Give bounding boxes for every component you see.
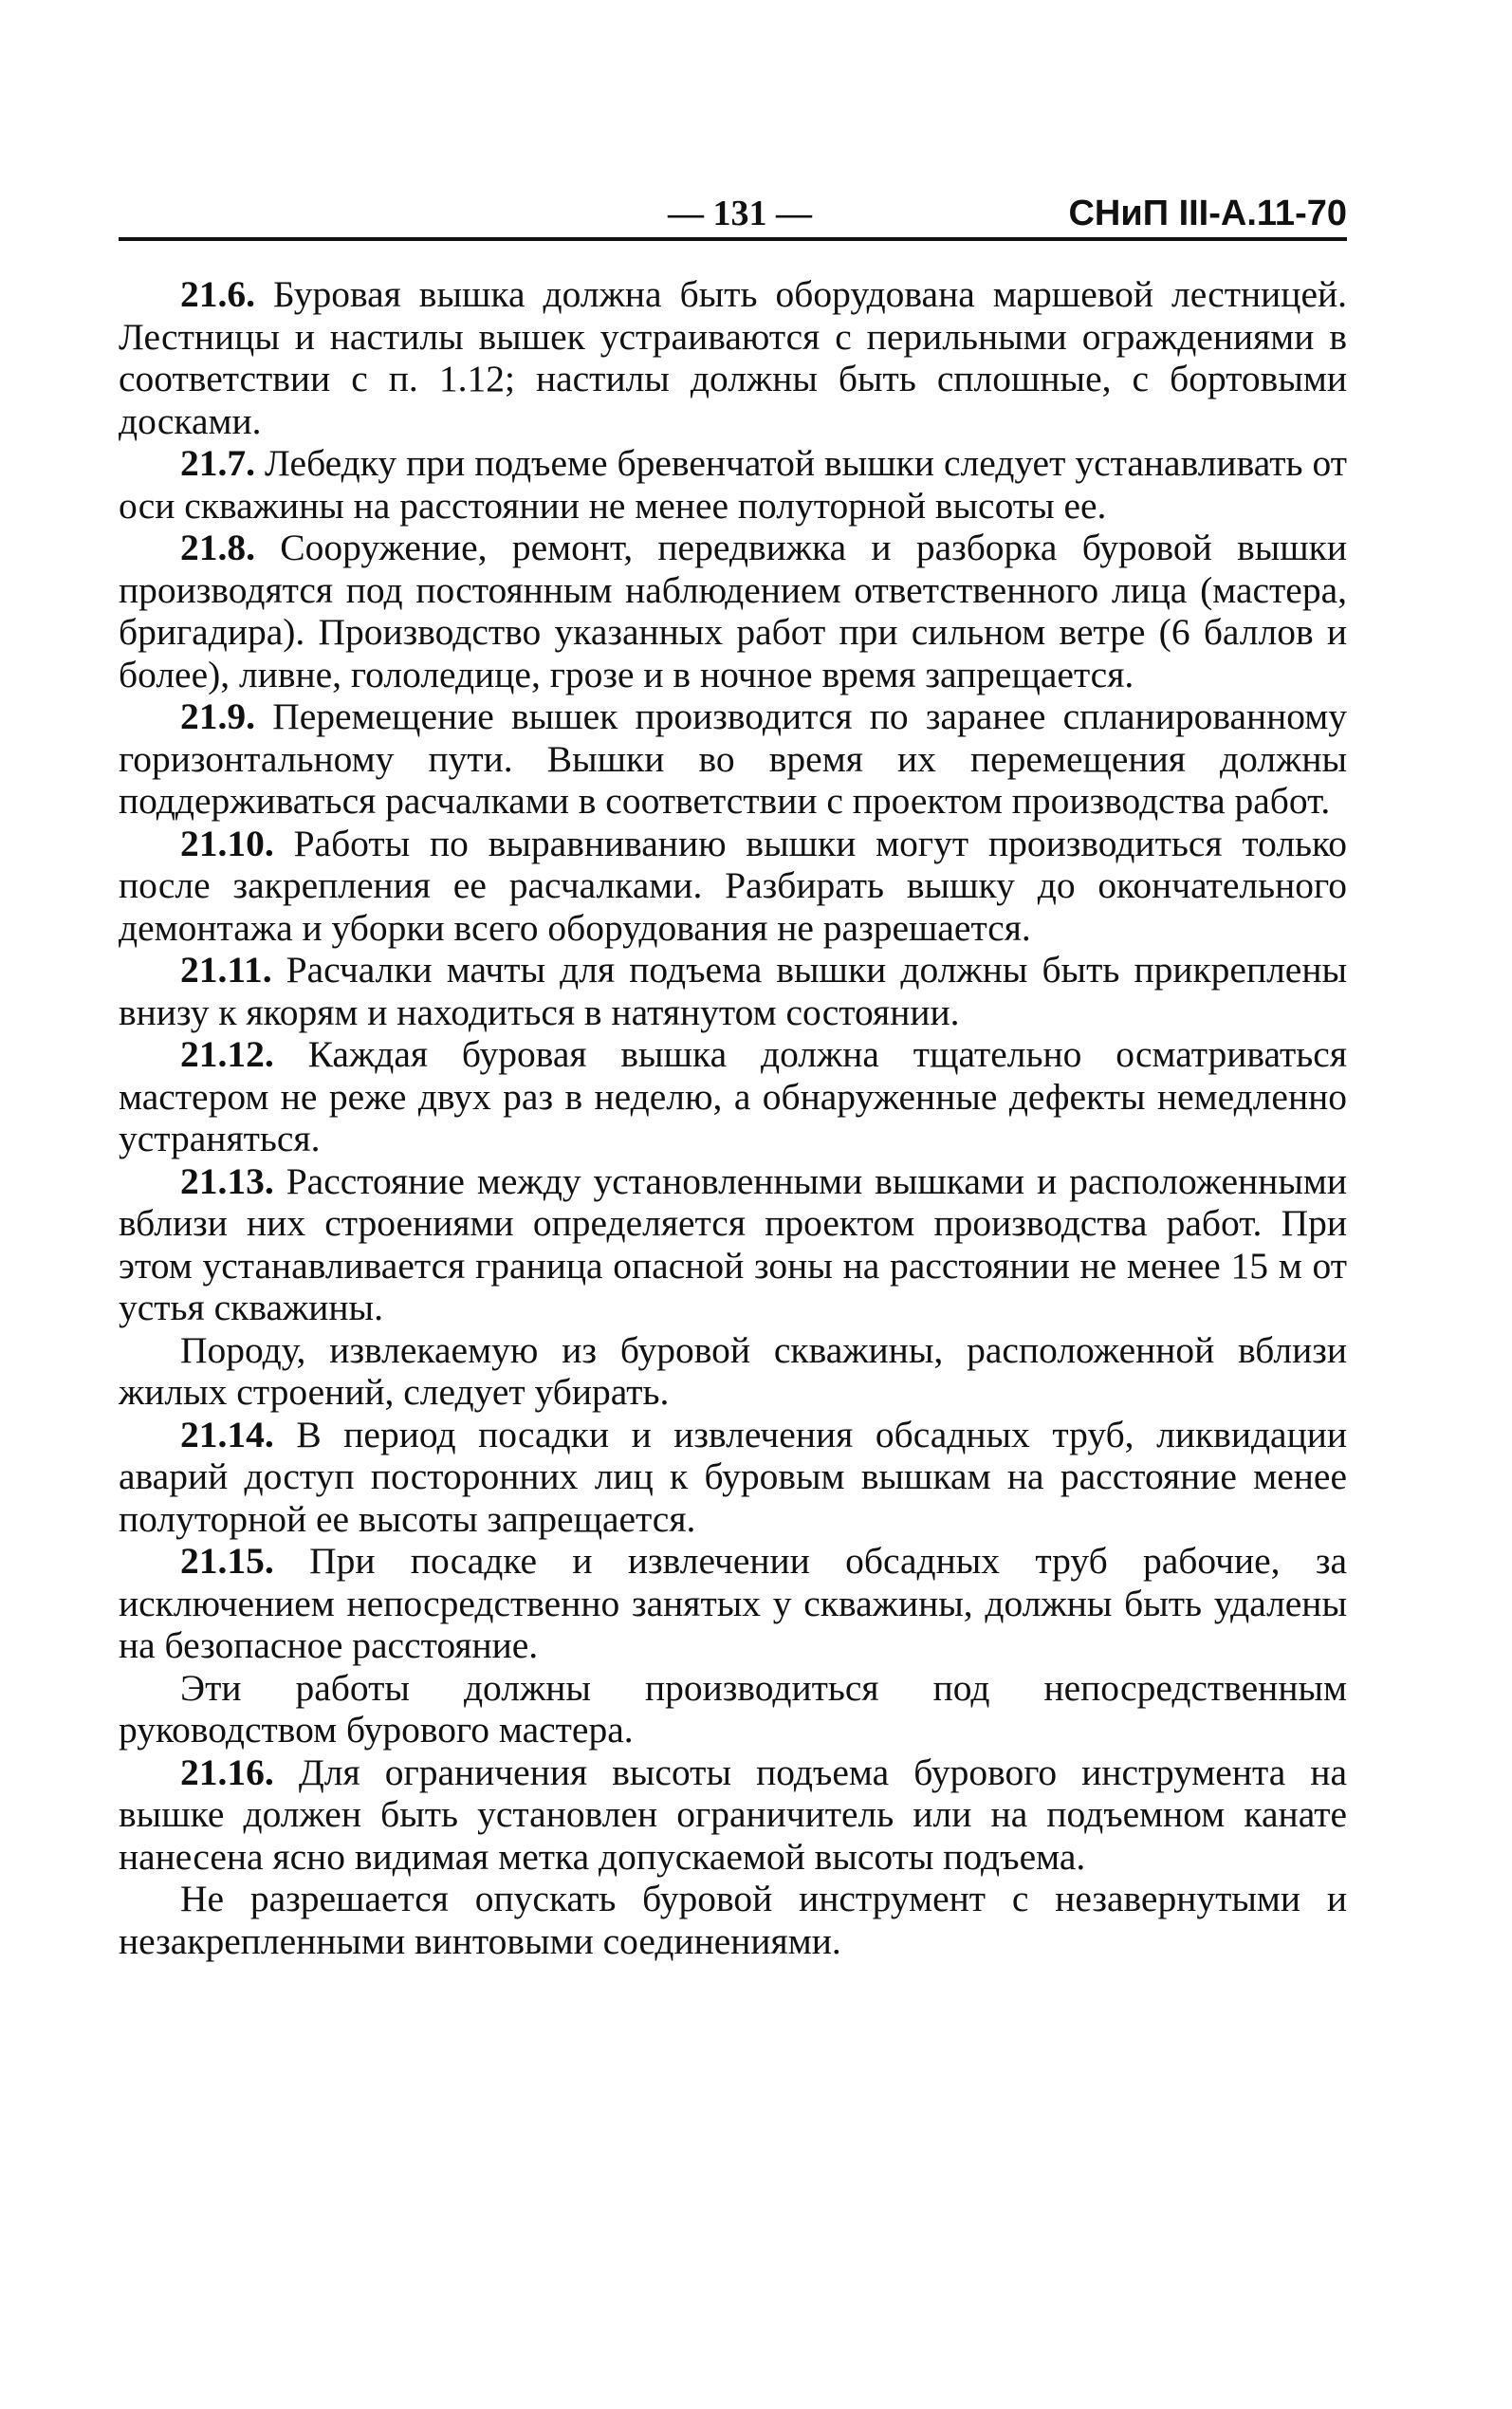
paragraph-21-9 [119,695,1347,823]
paragraph-21-16-continued [119,1878,1347,1962]
paragraph-21-7 [119,442,1347,527]
paragraph-21-6 [119,273,1347,442]
clause-number: 21.14. [180,1413,274,1455]
clause-number: 21.12. [180,1033,274,1075]
paragraph-text: Лебедку при подъеме бревенчатой вышки следует устанавливать от оси скважины на расстоянии не менее полуторной высоты ее. [119,442,1347,527]
paragraph-text: Для ограничения высоты подъема бурового инструмента на вышке должен быть установлен ограничитель или на подъемном канате нанесена ясно видимая метка допускаемой высоты подъема. [119,1751,1348,1878]
clause-number: 21.13. [180,1159,274,1202]
paragraph-text: Расстояние между установленными вышками и расположенными вблизи них строениями определяется проектом производства работ. При этом устанавливается граница опасной зоны на расстоянии не менее 15 м от устья скважины. [119,1159,1347,1328]
paragraph-text: Каждая буровая вышка должна тщательно осматриваться мастером не реже двух раз в неделю, а обнаруженные дефекты немедленно устраняться. [119,1033,1347,1159]
paragraph-text: Перемещение вышек производится по заранее спланированному горизонтальному пути. Вышки во время их перемещения должны поддерживаться расчалками в соответствии с проектом производства работ. [119,695,1348,822]
paragraph-text: Породу, извлекаемую из буровой скважины, расположенной вблизи жилых строений, следует убирать. [119,1328,1347,1413]
paragraph-text: Сооружение, ремонт, передвижка и разборка буровой вышки производятся под постоянным наблюдением ответственного лица (мастера, бригадира). Производство указанных работ при сильном ветре (6 баллов и более), ливне, гололедице, грозе и в ночное время запрещается. [119,527,1347,695]
clause-number: 21.6. [180,273,255,315]
clause-number: 21.11. [180,949,272,991]
paragraph-21-8 [119,527,1347,695]
page-number: — 131 — [668,194,812,233]
paragraph-21-15 [119,1540,1347,1667]
paragraph-text: При посадке и извлечении обсадных труб рабочие, за исключением непосредственно занятых у скважины, должны быть удалены на безопасное расстояние. [119,1540,1347,1666]
clause-number: 21.7. [180,442,255,484]
header-divider [119,237,1347,241]
paragraph-text: Эти работы должны производиться под непосредственным руководством бурового мастера. [119,1666,1347,1751]
paragraph-text: Расчалки мачты для подъема вышки должны быть прикреплены внизу к якорям и находиться в натянутом состоянии. [119,949,1347,1033]
document-code: СНиП III-А.11-70 [1068,194,1347,233]
paragraph-text: Не разрешается опускать буровой инструмент с незавернутыми и незакрепленными винтовыми соединениями. [119,1878,1347,1962]
clause-number: 21.8. [180,527,255,568]
paragraph-21-11 [119,949,1347,1033]
paragraph-21-16 [119,1751,1347,1879]
clause-number: 21.9. [180,695,255,737]
document-body [119,273,1347,1962]
paragraph-21-12 [119,1033,1347,1160]
paragraph-text: В период посадки и извлечения обсадных труб, ликвидации аварий доступ посторонних лиц к буровым вышкам на расстояние менее полуторной ее высоты запрещается. [119,1413,1348,1540]
paragraph-21-14 [119,1414,1347,1541]
paragraph-21-13 [119,1160,1347,1329]
paragraph-21-10 [119,823,1347,950]
clause-number: 21.10. [180,822,274,864]
paragraph-21-15-continued [119,1667,1347,1751]
clause-number: 21.16. [180,1751,274,1793]
page-header [119,190,1347,237]
paragraph-text: Работы по выравниванию вышки могут производиться только после закрепления ее расчалками. Разбирать вышку до окончательного демонтажа и уборки всего оборудования не разрешается. [119,822,1347,949]
paragraph-text: Буровая вышка должна быть оборудована маршевой лестницей. Лестницы и настилы вышек устраиваются с перильными ограждениями в соответствии с п. 1.12; настилы должны быть сплошные, с бортовыми досками. [119,273,1347,442]
paragraph-21-13-continued [119,1329,1347,1414]
clause-number: 21.15. [180,1540,274,1582]
